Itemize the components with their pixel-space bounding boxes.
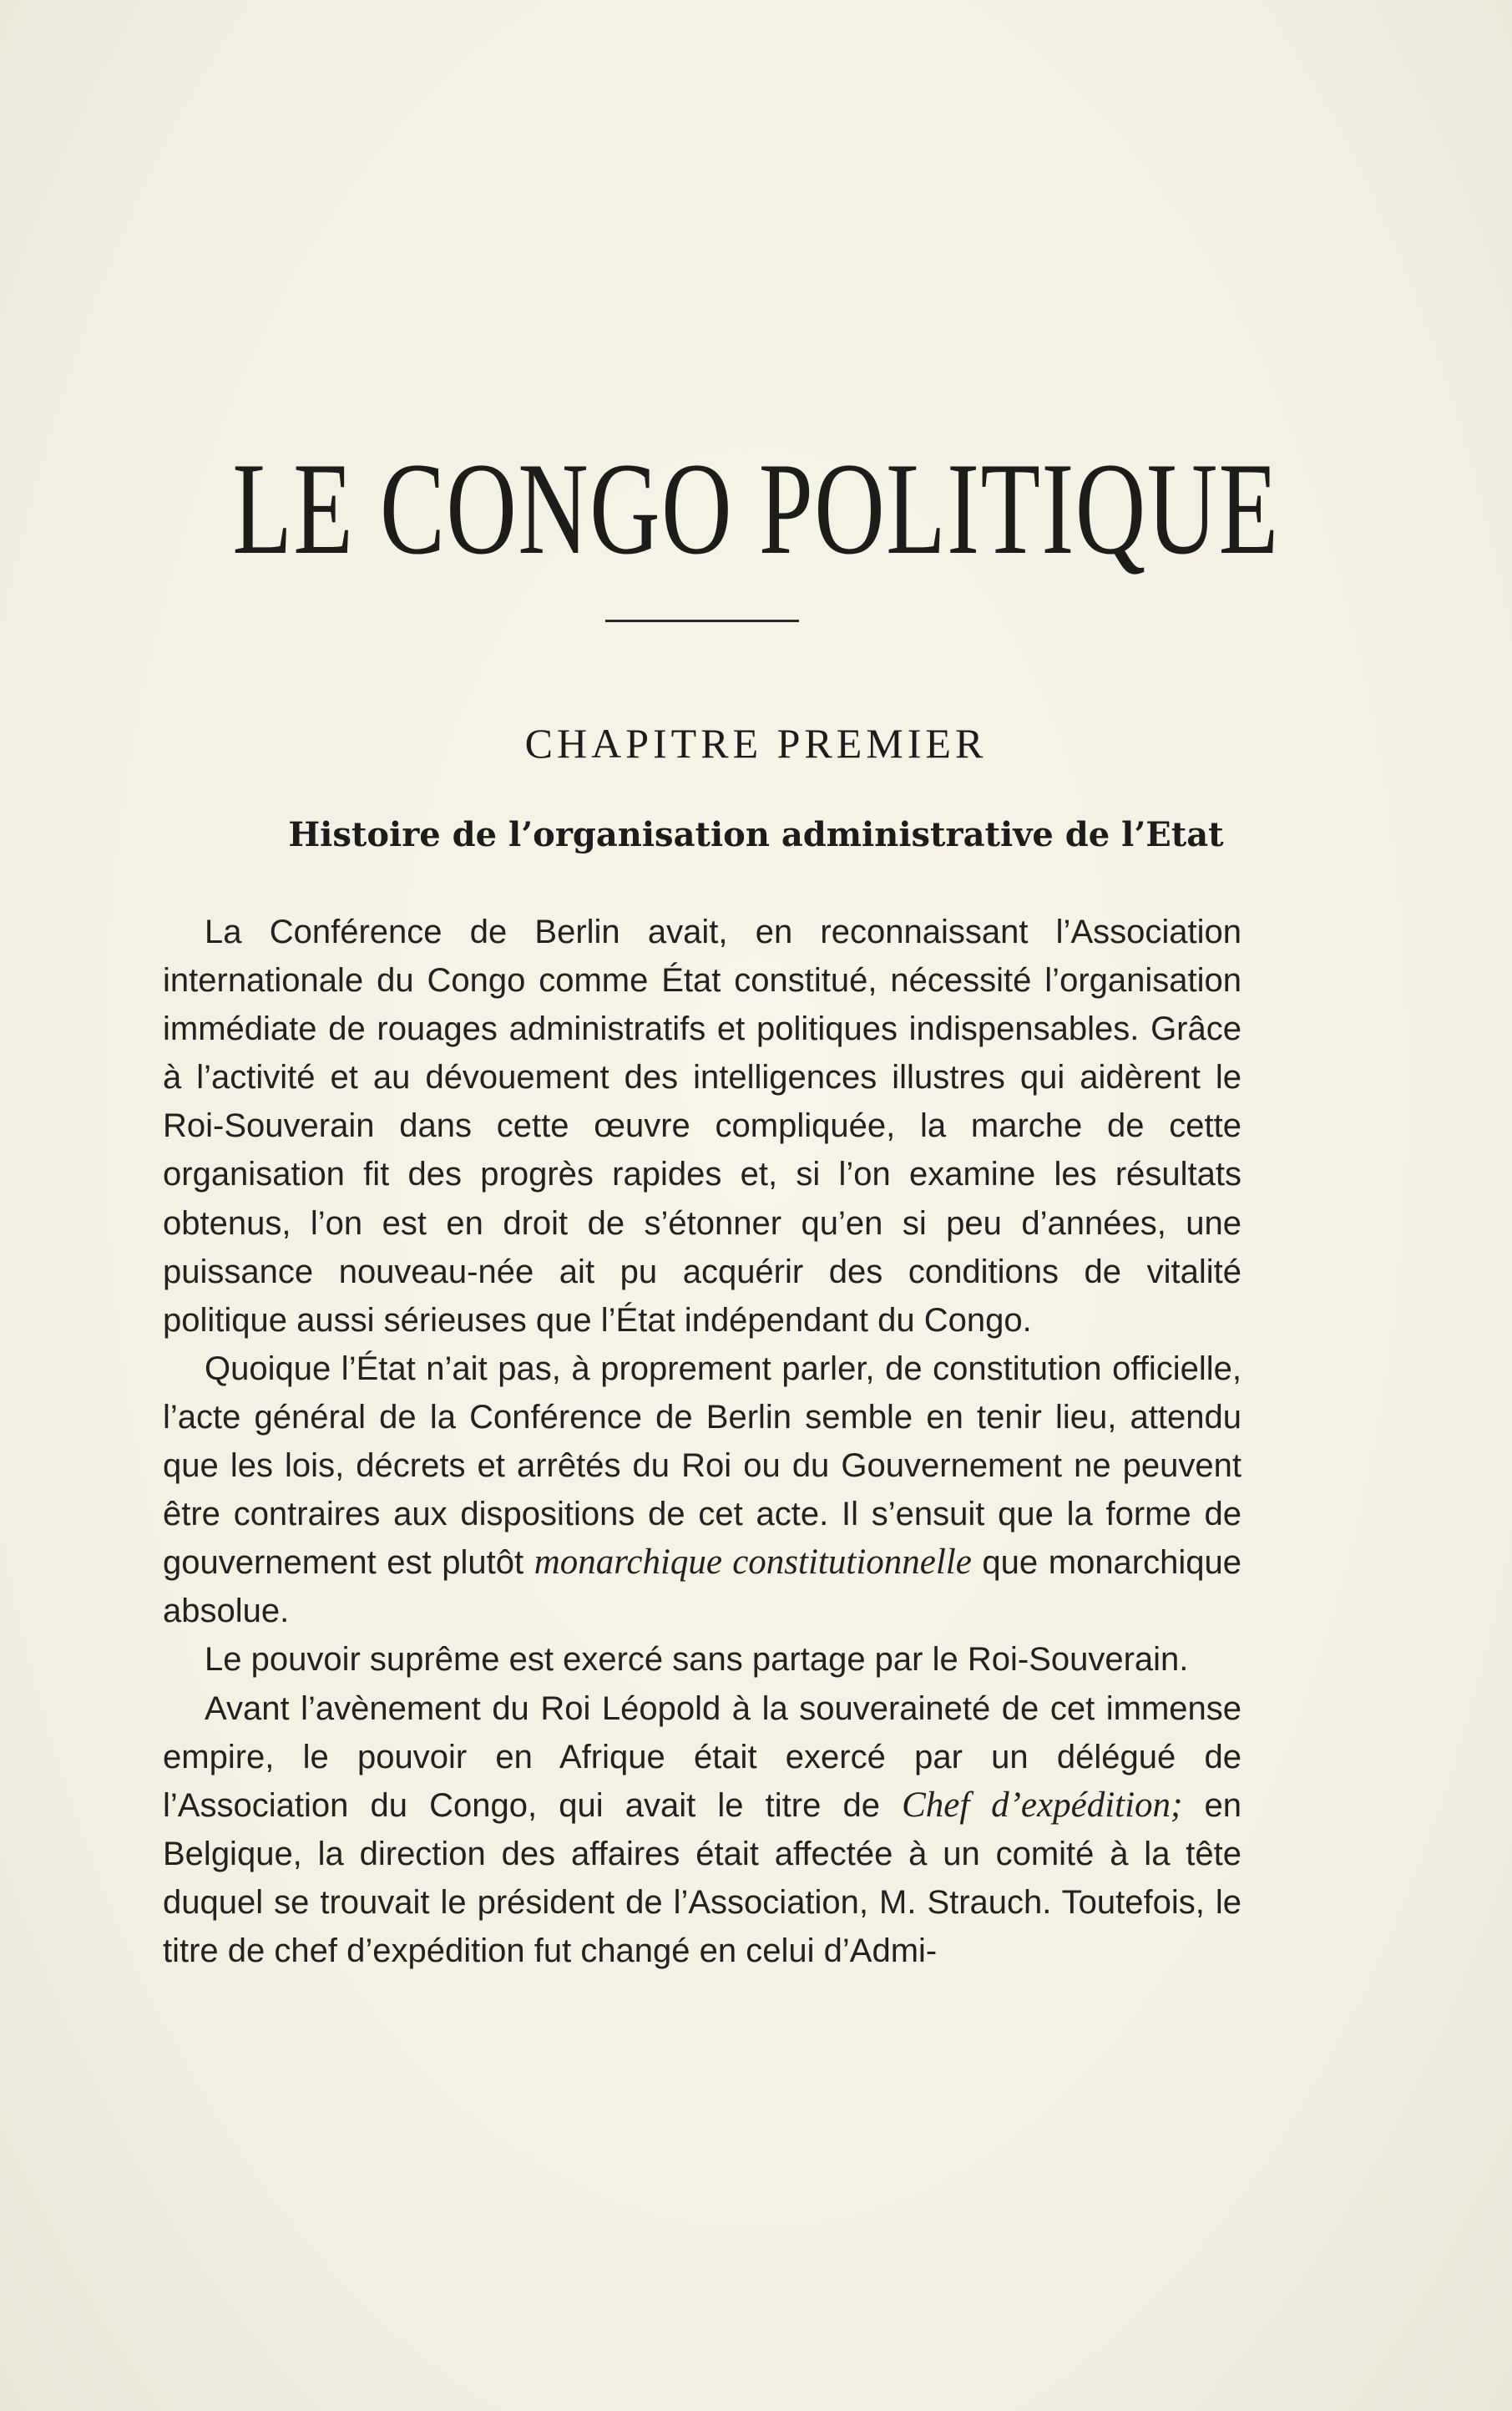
paragraph-text: La Conférence de Berlin avait, en reconnaissant l’Association internationale du Congo comme État constitué, nécessité l’organisation immédiate de rouages administratifs et politiques indispensables. Grâce à l’activité et au dévouement des intelligences illustres qui aidèrent le Roi-Souverain dans cette œuvre compliquée, la marche de cette organisation fit des progrès rapides et, si l’on examine les résultats obtenus, l’on est en droit de s’étonner qu’en si peu d’années, une puissance nouveau-née ait pu acquérir des conditions de vitalité politique aussi sérieuses que l’État indépendant du Congo.: [163, 914, 1241, 1339]
paragraph-text: que monarchique absolue.: [163, 1544, 1241, 1630]
title-divider: [605, 620, 799, 622]
page-title: LE CONGO POLITIQUE: [232, 436, 1280, 582]
italic-term: Chef d’expédition;: [902, 1785, 1183, 1825]
paragraph-text: Avant l’avènement du Roi Léopold à la souveraineté de cet immense empire, le pouvoir en Afrique était exercé par un délégué de l’Association du Congo, qui avait le titre de: [163, 1689, 1241, 1824]
paragraph-1: [163, 908, 1241, 1345]
paragraph-4: [163, 1684, 1241, 1976]
paragraph-3: [163, 1635, 1241, 1684]
paragraph-text: Quoique l’État n’ait pas, à proprement parler, de constitution officielle, l’acte général de la Conférence de Berlin semble en tenir lieu, attendu que les lois, décrets et arrêtés du Roi ou du Gouvernement ne peuvent être contraires aux dispositions de cet acte. Il s’ensuit que la forme de gouvernement est plutôt: [163, 1350, 1241, 1582]
chapter-heading: CHAPITRE PREMIER: [524, 720, 988, 767]
paragraph-2: [163, 1345, 1241, 1636]
italic-term: monarchique constitutionnelle: [533, 1542, 972, 1583]
body-text: [163, 908, 1241, 1975]
paragraph-text: Le pouvoir suprême est exercé sans partage par le Roi-Souverain.: [205, 1641, 1189, 1679]
chapter-subtitle: Histoire de l’organisation administrative de l’Etat: [288, 815, 1224, 854]
paragraph-text: en Belgique, la direction des affaires était affectée à un comité à la tête duquel se trouvait le président de l’Association, M. Strauch. Toutefois, le titre de chef d’expédition fut changé en celui d’Admi-: [163, 1786, 1241, 1969]
